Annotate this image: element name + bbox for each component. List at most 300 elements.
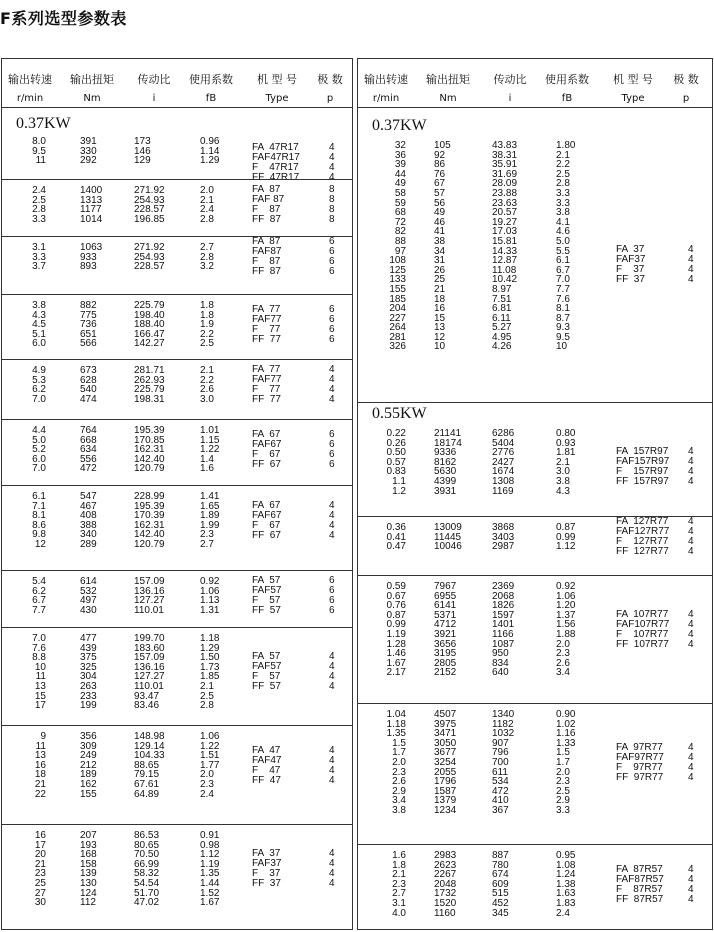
right-group-3-torque-column — [434, 582, 474, 678]
left-speed-value: 7.6 — [32, 642, 46, 654]
left-ratio-value: 142.40 — [134, 453, 165, 465]
right-ratio-value: 4.95 — [492, 331, 512, 343]
left-speed-value: 9 — [40, 731, 46, 742]
right-factor-value: 9.3 — [556, 322, 570, 334]
right-group-4-torque-column — [434, 710, 474, 816]
right-speed-value: 185 — [389, 293, 406, 305]
left-torque-value: 155 — [80, 788, 97, 800]
right-poles-value: 4 — [688, 446, 694, 457]
right-ratio-value: 2427 — [492, 456, 515, 468]
right-torque-value: 4507 — [434, 709, 457, 720]
right-group-2-ratio-column — [492, 523, 542, 552]
right-header-torque-unit: Nm — [439, 93, 457, 104]
right-ratio-value: 887 — [492, 850, 509, 861]
left-factor-value: 1.14 — [200, 145, 220, 157]
right-torque-value: 3254 — [434, 756, 457, 768]
left-ratio-value: 166.47 — [134, 328, 165, 340]
left-speed-value: 7.7 — [32, 604, 46, 616]
left-speed-value: 7.1 — [32, 500, 46, 512]
left-group-3-speed-column — [20, 301, 46, 349]
left-ratio-value: 110.01 — [134, 680, 164, 692]
right-group-2-torque-column — [434, 523, 474, 552]
left-speed-value: 21 — [34, 778, 46, 790]
right-group-4-ratio-column — [492, 710, 542, 816]
left-group-9-model-column — [252, 746, 281, 786]
right-factor-value: 6.1 — [556, 255, 570, 267]
left-model-value: FF 47 — [252, 775, 281, 786]
right-factor-value: 2.4 — [556, 907, 570, 919]
right-ratio-value: 3868 — [492, 522, 515, 533]
left-factor-value: 2.3 — [200, 778, 214, 790]
right-factor-value: 3.4 — [556, 667, 570, 679]
left-ratio-value: 157.09 — [134, 576, 165, 587]
right-factor-value: 1.38 — [556, 878, 576, 890]
right-speed-value: 204 — [389, 303, 406, 315]
left-speed-value: 6.1 — [32, 491, 46, 502]
left-poles-value: 4 — [329, 681, 335, 692]
left-torque-value: 408 — [80, 510, 97, 522]
left-group-2-ratio-column — [134, 243, 184, 272]
left-speed-value: 16 — [34, 759, 46, 771]
right-factor-value: 0.80 — [556, 428, 576, 439]
right-header-poles — [666, 59, 706, 107]
left-speed-value: 8.0 — [32, 136, 46, 147]
right-factor-value: 0.90 — [556, 709, 576, 720]
right-factor-value: 1.80 — [556, 140, 576, 151]
right-ratio-value: 7.51 — [492, 293, 512, 305]
left-group-6-speed-column — [20, 492, 46, 550]
left-factor-value: 1.29 — [200, 642, 220, 654]
left-group-9-factor-column — [200, 732, 240, 799]
left-speed-value: 23 — [34, 868, 46, 880]
right-ratio-value: 15.81 — [492, 235, 518, 247]
right-ratio-value: 5.27 — [492, 322, 512, 334]
right-ratio-value: 19.27 — [492, 216, 518, 228]
left-model-value: FF 57 — [252, 681, 281, 692]
left-model-value: FAF67 — [252, 510, 282, 521]
left-poles-value: 6 — [329, 429, 335, 440]
right-factor-value: 7.6 — [556, 293, 570, 305]
right-factor-value: 3.8 — [556, 207, 570, 219]
left-ratio-value: 129.14 — [134, 740, 165, 752]
left-header-ratio-unit: i — [152, 93, 156, 104]
right-speed-value: 1.46 — [386, 648, 406, 660]
left-poles-value: 6 — [329, 256, 335, 267]
left-factor-value: 3.2 — [200, 261, 214, 273]
right-speed-value: 4.0 — [392, 907, 406, 919]
right-speed-value: 44 — [394, 168, 406, 180]
left-ratio-value: 195.39 — [134, 500, 165, 512]
left-model-value: F 87 — [252, 204, 281, 215]
left-model-value: FA 57 — [252, 651, 281, 662]
left-ratio-value: 93.47 — [134, 690, 160, 702]
right-torque-value: 2267 — [434, 869, 457, 881]
left-group-8-poles-column — [329, 652, 335, 692]
left-torque-value: 292 — [80, 155, 97, 167]
right-ratio-value: 640 — [492, 667, 509, 679]
left-group-fa77 — [2, 359, 352, 420]
right-torque-value: 5371 — [434, 609, 457, 621]
right-model-value: F 127R77 — [616, 536, 669, 547]
right-torque-value: 49 — [434, 207, 446, 219]
right-group-1-poles-column — [688, 447, 694, 487]
right-speed-value: 2.1 — [392, 869, 406, 881]
left-model-value: FA 37 — [252, 848, 281, 859]
left-factor-value: 1.13 — [200, 595, 220, 607]
right-factor-value: 1.24 — [556, 869, 576, 881]
right-speed-value: 88 — [394, 235, 406, 247]
left-poles-value: 4 — [329, 172, 335, 183]
left-group-9-poles-column — [329, 746, 335, 786]
left-ratio-value: 47.02 — [134, 897, 160, 909]
right-torque-value: 2623 — [434, 859, 457, 871]
left-poles-value: 4 — [329, 661, 335, 672]
right-torque-value: 2048 — [434, 878, 457, 890]
right-ratio-value: 1597 — [492, 609, 515, 621]
left-group-3-factor-column — [200, 301, 240, 349]
right-header-poles-unit: p — [682, 93, 690, 104]
left-group-fa87 — [2, 236, 352, 295]
left-group-4-ratio-column — [134, 366, 184, 404]
right-factor-value: 4.1 — [556, 216, 570, 228]
left-speed-value: 3.8 — [32, 300, 46, 311]
left-speed-value: 7.0 — [32, 633, 46, 644]
right-poles-value: 4 — [688, 526, 694, 537]
right-factor-value: 3.3 — [556, 804, 570, 816]
left-poles-value: 6 — [329, 575, 335, 586]
left-speed-value: 7.0 — [32, 463, 46, 475]
right-factor-value: 3.8 — [556, 475, 570, 487]
right-torque-value: 7967 — [434, 581, 457, 592]
left-poles-value: 4 — [329, 671, 335, 682]
left-ratio-value: 67.61 — [134, 778, 160, 790]
right-factor-value: 1.12 — [556, 541, 576, 553]
right-factor-value: 1.81 — [556, 447, 576, 459]
right-model-value: FA 37 — [616, 244, 645, 255]
left-factor-value: 1.44 — [200, 877, 220, 889]
left-speed-value: 2.5 — [32, 194, 46, 206]
left-factor-value: 2.8 — [200, 700, 214, 712]
left-model-value: FA 67 — [252, 500, 281, 511]
left-header — [2, 59, 352, 108]
right-ratio-value: 1087 — [492, 638, 515, 650]
left-group-7-torque-column — [80, 577, 114, 615]
left-poles-value: 4 — [329, 858, 335, 869]
left-speed-value: 5.2 — [32, 444, 46, 456]
right-speed-value: 0.59 — [386, 581, 406, 592]
right-model-value: F 37 — [616, 264, 645, 275]
left-torque-value: 112 — [80, 897, 96, 909]
left-ratio-value: 198.31 — [134, 393, 165, 405]
left-factor-value: 1.15 — [200, 434, 220, 446]
right-poles-value: 4 — [688, 536, 694, 547]
left-header-speed — [6, 59, 54, 107]
left-factor-value: 1.31 — [200, 604, 220, 616]
right-poles-value: 4 — [688, 476, 694, 487]
left-torque-value: 168 — [80, 849, 97, 861]
left-ratio-value: 54.54 — [134, 877, 160, 889]
right-group-0-poles-column — [688, 245, 694, 285]
left-ratio-value: 225.79 — [134, 300, 165, 311]
left-ratio-value: 127.27 — [134, 671, 165, 683]
left-ratio-value: 120.79 — [134, 538, 165, 550]
right-ratio-value: 14.33 — [492, 245, 518, 257]
left-factor-value: 1.19 — [200, 858, 220, 870]
right-factor-value: 1.63 — [556, 888, 576, 900]
right-power-label-2: 0.55KW — [372, 405, 427, 422]
right-factor-value: 1.20 — [556, 600, 576, 612]
right-model-value: FF 107R77 — [616, 639, 669, 650]
right-factor-value: 2.5 — [556, 168, 570, 180]
left-factor-value: 1.6 — [200, 463, 214, 475]
left-poles-value: 6 — [329, 314, 335, 325]
left-speed-value: 6.0 — [32, 453, 46, 465]
left-poles-value: 6 — [329, 334, 335, 345]
left-poles-value: 6 — [329, 605, 335, 616]
right-speed-value: 0.57 — [386, 456, 406, 468]
left-poles-value: 6 — [329, 266, 335, 277]
left-speed-value: 18 — [34, 769, 46, 781]
right-group-fa127r77 — [358, 516, 712, 576]
left-ratio-value: 254.93 — [134, 194, 165, 206]
right-speed-value: 2.17 — [386, 667, 406, 679]
left-speed-value: 22 — [34, 788, 46, 800]
right-poles-value: 4 — [688, 639, 694, 650]
right-group-0-model-column — [616, 245, 645, 285]
right-speed-value: 0.36 — [386, 522, 406, 533]
left-torque-value: 375 — [80, 652, 97, 664]
left-poles-value: 6 — [329, 585, 335, 596]
right-factor-value: 3.0 — [556, 466, 570, 478]
right-poles-value: 4 — [688, 609, 694, 620]
right-group-5-model-column — [616, 865, 664, 905]
right-factor-value: 1.56 — [556, 619, 576, 631]
right-model-value: FF 37 — [616, 274, 645, 285]
right-speed-value: 36 — [394, 149, 406, 161]
left-group-fa67 — [2, 419, 352, 486]
left-model-value: FA 77 — [252, 364, 281, 375]
left-poles-value: 8 — [329, 204, 335, 215]
left-ratio-value: 183.60 — [134, 642, 165, 654]
left-group-3-model-column — [252, 305, 281, 345]
left-ratio-value: 228.99 — [134, 491, 165, 502]
left-header-speed-unit: r/min — [16, 93, 44, 104]
left-header-factor-unit: fB — [205, 93, 217, 104]
left-factor-value: 1.22 — [200, 740, 220, 752]
left-header-model-unit: Type — [265, 93, 289, 104]
left-model-value: F 87 — [252, 256, 281, 267]
right-group-0-ratio-column — [492, 141, 542, 352]
right-ratio-value: 410 — [492, 795, 509, 807]
left-torque-value: 933 — [80, 251, 97, 263]
right-ratio-value: 1826 — [492, 600, 515, 612]
right-speed-value: 1.6 — [392, 850, 406, 861]
right-factor-value: 7.0 — [556, 274, 570, 286]
right-header-speed-unit: r/min — [372, 93, 400, 104]
right-torque-value: 26 — [434, 264, 446, 276]
left-speed-value: 15 — [34, 690, 46, 702]
left-factor-value: 1.67 — [200, 897, 220, 909]
left-poles-value: 4 — [329, 745, 335, 756]
right-poles-value: 4 — [688, 516, 694, 527]
left-group-fa57 — [2, 627, 352, 726]
left-model-value: FAF57 — [252, 661, 282, 672]
right-speed-value: 108 — [389, 255, 406, 267]
right-torque-value: 67 — [434, 178, 446, 190]
left-speed-value: 4.9 — [32, 365, 46, 376]
right-torque-value: 2152 — [434, 667, 457, 679]
left-factor-value: 1.65 — [200, 500, 220, 512]
right-speed-value: 3.8 — [392, 804, 406, 816]
left-factor-value: 2.7 — [200, 242, 214, 253]
left-group-1-poles-column — [329, 185, 335, 225]
right-factor-value: 0.87 — [556, 522, 576, 533]
right-factor-value: 1.16 — [556, 728, 576, 740]
left-poles-value: 8 — [329, 214, 335, 225]
left-ratio-value: 198.40 — [134, 309, 165, 321]
right-ratio-value: 674 — [492, 869, 509, 881]
left-poles-value: 4 — [329, 364, 335, 375]
right-speed-value: 97 — [394, 245, 406, 257]
right-torque-value: 6141 — [434, 600, 457, 612]
left-factor-value: 1.4 — [200, 453, 214, 465]
left-speed-value: 4.3 — [32, 309, 46, 321]
left-torque-value: 775 — [80, 309, 97, 321]
left-speed-value: 6.7 — [32, 595, 46, 607]
right-factor-value: 1.88 — [556, 628, 576, 640]
right-factor-value: 0.93 — [556, 437, 576, 449]
left-model-value: F 57 — [252, 595, 281, 606]
right-torque-value: 1796 — [434, 776, 457, 788]
right-speed-value: 39 — [394, 159, 406, 171]
right-group-0-factor-column — [556, 141, 596, 352]
left-group-6-poles-column — [329, 501, 335, 541]
right-ratio-value: 1166 — [492, 628, 514, 640]
left-speed-value: 4.5 — [32, 319, 46, 331]
left-speed-value: 20 — [34, 849, 46, 861]
right-header-ratio — [484, 59, 536, 107]
left-speed-value: 12 — [34, 538, 46, 550]
right-header-ratio-label: 传动比 — [493, 73, 527, 86]
left-factor-value: 1.12 — [200, 849, 220, 861]
right-speed-value: 2.3 — [392, 766, 406, 778]
left-factor-value: 1.18 — [200, 633, 220, 644]
left-factor-value: 1.50 — [200, 652, 220, 664]
right-ratio-value: 6.81 — [492, 303, 512, 315]
left-header-ratio — [128, 59, 180, 107]
left-factor-value: 1.41 — [200, 491, 220, 502]
left-ratio-value: 66.99 — [134, 858, 160, 870]
right-speed-value: 2.3 — [392, 878, 406, 890]
left-model-value: F 67 — [252, 520, 281, 531]
right-speed-value: 1.04 — [386, 709, 406, 720]
right-group-2-factor-column — [556, 523, 596, 552]
left-torque-value: 388 — [80, 519, 97, 531]
right-speed-value: 0.26 — [386, 437, 406, 449]
left-group-4-speed-column — [20, 366, 46, 404]
left-model-value: FAF77 — [252, 374, 282, 385]
right-torque-value: 3656 — [434, 638, 457, 650]
left-header-torque-label: 输出扭矩 — [70, 73, 114, 86]
left-factor-value: 1.89 — [200, 510, 220, 522]
right-speed-value: 49 — [394, 178, 406, 190]
right-ratio-value: 1182 — [492, 718, 514, 730]
right-model-value: FF 127R77 — [616, 546, 669, 557]
left-group-9-torque-column — [80, 732, 114, 799]
left-poles-value: 6 — [329, 304, 335, 315]
left-ratio-value: 188.40 — [134, 319, 165, 331]
right-group-5-speed-column — [372, 851, 406, 918]
left-header-torque — [64, 59, 120, 107]
right-ratio-value: 35.91 — [492, 159, 518, 171]
left-model-value: FA 77 — [252, 304, 281, 315]
right-group-4-model-column — [616, 743, 664, 783]
left-poles-value: 4 — [329, 374, 335, 385]
right-speed-value: 1.7 — [392, 747, 406, 759]
right-speed-value: 1.19 — [386, 628, 406, 640]
right-factor-value: 2.9 — [556, 795, 570, 807]
left-group-2-torque-column — [80, 243, 114, 272]
right-speed-value: 2.6 — [392, 776, 406, 788]
right-torque-value: 9336 — [434, 447, 457, 459]
left-group-5-poles-column — [329, 430, 335, 470]
left-ratio-value: 162.31 — [134, 444, 165, 456]
right-group-0-torque-column — [434, 141, 474, 352]
right-speed-value: 0.41 — [386, 531, 406, 543]
right-factor-value: 2.0 — [556, 766, 570, 778]
left-model-value: FA 57 — [252, 575, 281, 586]
left-ratio-value: 120.79 — [134, 463, 165, 475]
right-torque-value: 4399 — [434, 475, 457, 487]
right-torque-value: 76 — [434, 168, 446, 180]
left-model-value: FA 87 — [252, 236, 281, 247]
left-group-10-speed-column — [20, 831, 46, 908]
left-factor-value: 1.99 — [200, 519, 220, 531]
left-group-3-poles-column — [329, 305, 335, 345]
left-torque-value: 477 — [80, 633, 97, 644]
left-group-0-ratio-column — [134, 137, 184, 166]
right-header-poles-label: 极 数 — [673, 73, 699, 86]
right-poles-value: 4 — [688, 456, 694, 467]
left-group-fa77 — [2, 294, 352, 360]
right-speed-value: 1.28 — [386, 638, 406, 650]
left-ratio-value: 104.33 — [134, 750, 165, 762]
right-speed-value: 3.1 — [392, 897, 406, 909]
left-torque-value: 139 — [80, 868, 97, 880]
right-power-label-1: 0.37KW — [372, 117, 427, 134]
right-torque-value: 1379 — [434, 795, 457, 807]
left-factor-value: 1.51 — [200, 750, 220, 762]
right-model-value: F 97R77 — [616, 762, 663, 773]
left-group-1-speed-column — [20, 186, 46, 224]
right-speed-value: 1.1 — [392, 475, 406, 487]
left-ratio-value: 127.27 — [134, 595, 165, 607]
left-poles-value: 4 — [329, 765, 335, 776]
right-factor-value: 1.7 — [556, 756, 570, 768]
right-poles-value: 4 — [688, 254, 694, 265]
left-factor-value: 2.4 — [200, 788, 214, 800]
left-factor-value: 2.0 — [200, 769, 214, 781]
left-header-factor-label: 使用系数 — [189, 73, 233, 86]
right-header-model — [602, 59, 664, 107]
right-factor-value: 1.02 — [556, 718, 576, 730]
right-speed-value: 1.35 — [386, 728, 406, 740]
right-speed-value: 0.50 — [386, 447, 406, 459]
right-poles-value: 4 — [688, 629, 694, 640]
left-header-poles-unit: p — [326, 93, 334, 104]
right-ratio-value: 8.97 — [492, 283, 512, 295]
left-speed-value: 16 — [34, 830, 46, 841]
